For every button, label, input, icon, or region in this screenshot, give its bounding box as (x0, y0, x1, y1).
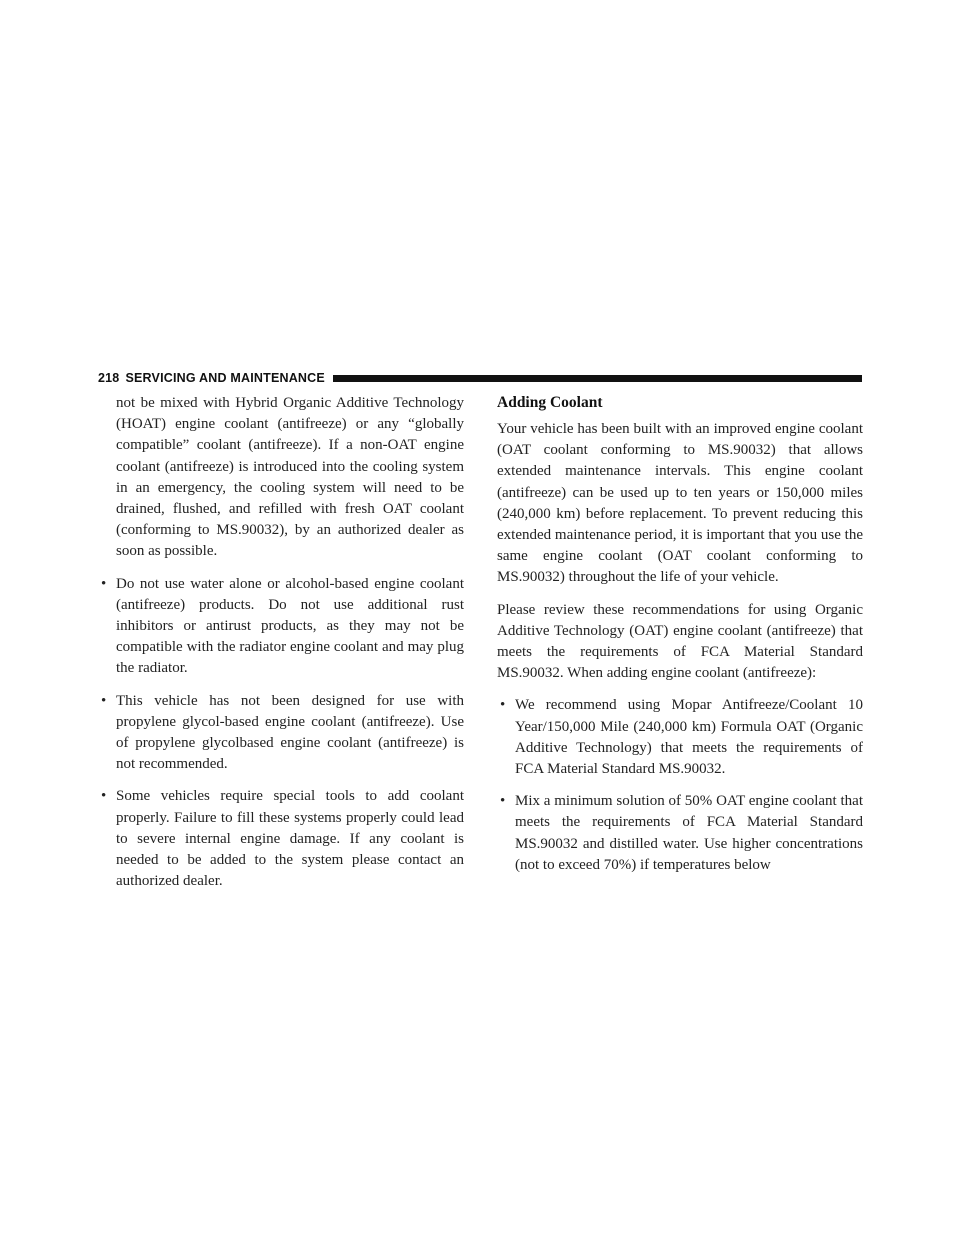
bullet-item: • We recommend using Mopar Antifreeze/Coolant 10 Year/150,000 Mile (240,000 km) Formula OAT (Organic Additive Technology) that meets the requirements of FCA Material Standard MS.90032. (497, 695, 863, 780)
right-column (497, 393, 863, 876)
section-heading: Adding Coolant (497, 394, 603, 411)
bullet-item: • Some vehicles require special tools to add coolant properly. Failure to fill these systems properly could lead to severe internal engine damage. If any coolant is needed to be added to the system please contact an authorized dealer. (98, 786, 464, 892)
section-title: SERVICING AND MAINTENANCE (125, 371, 325, 385)
right-bullet-list (497, 695, 863, 876)
left-bullet-list (98, 574, 464, 893)
body-paragraph: Please review these recommendations for using Organic Additive Technology (OAT) engine coolant (antifreeze) that meets the requirements of FCA Material Standard MS.90032. When adding engine coolant (antifreeze): (497, 601, 863, 682)
left-column (98, 393, 464, 892)
bullet-item: • This vehicle has not been designed for use with propylene glycol-based engine coolant (antifreeze). Use of propylene glycolbased engine coolant (antifreeze) is not recommended. (98, 691, 464, 776)
continuation-paragraph: not be mixed with Hybrid Organic Additive Technology (HOAT) engine coolant (antifreeze) or any “globally compatible” coolant (antifreeze). If a non-OAT engine coolant (antifreeze) is introduced into the cooling system in an emergency, the cooling system will need to be drained, flushed, and refilled with fresh OAT coolant (conforming to MS.90032), by an authorized dealer as soon as possible. (116, 395, 464, 560)
header-rule (333, 375, 862, 382)
page-number: 218 (98, 371, 120, 385)
bullet-item: • Mix a minimum solution of 50% OAT engine coolant that meets the requirements of FCA Material Standard MS.90032 and distilled water. Use higher concentrations (not to exceed 70%) if temperatures below (497, 791, 863, 876)
page-header (98, 370, 862, 386)
bullet-item: • Do not use water alone or alcohol-based engine coolant (antifreeze) products. Do not use additional rust inhibitors or antirust products, as they may not be compatible with the radiator engine coolant and may plug the radiator. (98, 574, 464, 680)
body-paragraph: Your vehicle has been built with an improved engine coolant (OAT coolant conforming to MS.90032) that allows extended maintenance intervals. This engine coolant (antifreeze) can be used up to ten years or 150,000 miles (240,000 km) before replacement. To prevent reducing this extended maintenance period, it is important that you use the same engine coolant (OAT coolant conforming to MS.90032) throughout the life of your vehicle. (497, 421, 863, 586)
